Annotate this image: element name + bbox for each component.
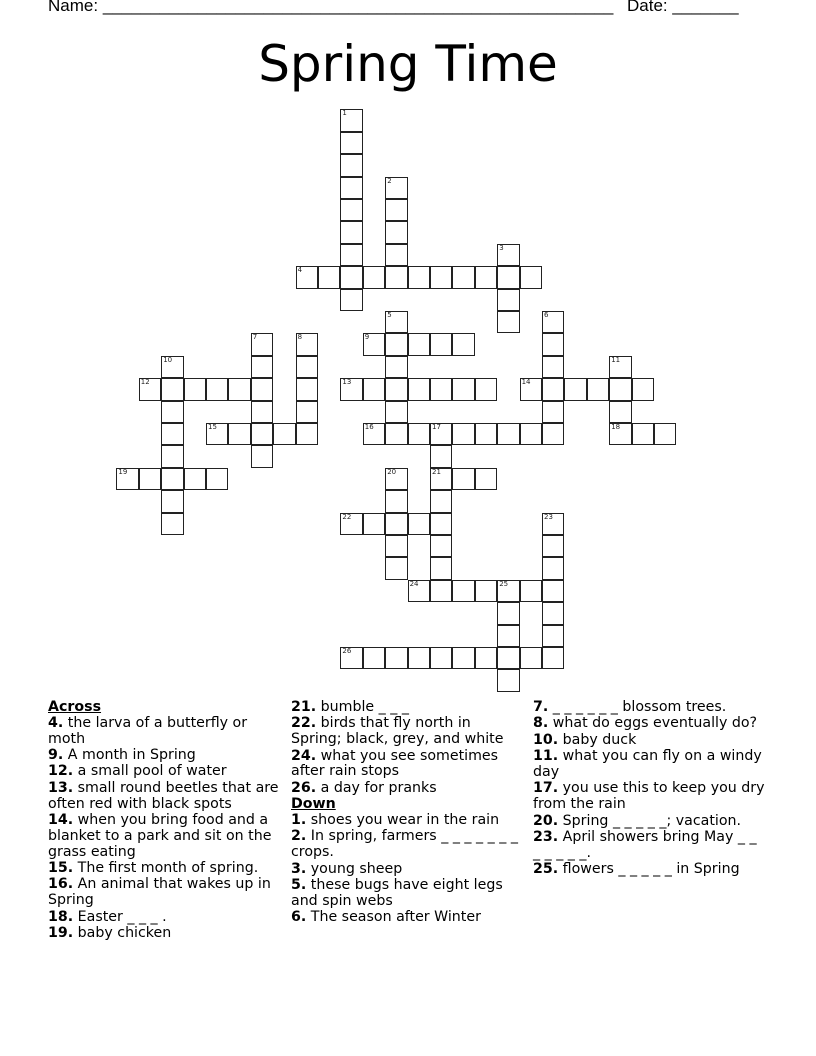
grid-cell[interactable] — [654, 423, 676, 445]
grid-cell[interactable] — [520, 266, 542, 288]
clue-across-22 — [291, 716, 523, 748]
grid-cell[interactable] — [408, 580, 430, 602]
clue-text: Spring _ _ _ _ _; vacation. — [562, 812, 742, 829]
grid-cell[interactable] — [251, 445, 273, 467]
grid-cell[interactable] — [206, 378, 228, 400]
clue-text: A month in Spring — [67, 746, 196, 763]
grid-cell[interactable] — [408, 333, 430, 355]
grid-cell[interactable] — [497, 266, 519, 288]
clue-text: a small pool of water — [77, 763, 227, 780]
grid-cell[interactable] — [139, 468, 161, 490]
grid-cell[interactable] — [430, 647, 452, 669]
cell-number: 18 — [611, 423, 621, 431]
grid-cell[interactable] — [228, 378, 250, 400]
grid-cell[interactable] — [116, 468, 138, 490]
grid-cell[interactable] — [430, 513, 452, 535]
cell-number: 4 — [297, 266, 303, 275]
cell-number: 17 — [432, 423, 441, 431]
grid-cell[interactable] — [408, 647, 430, 669]
clue-down-25 — [533, 862, 765, 878]
clue-across-4 — [48, 716, 284, 748]
clue-across-21 — [291, 700, 523, 716]
clues-column-2 — [291, 700, 523, 927]
clue-down-8 — [533, 716, 765, 732]
grid-cell[interactable] — [497, 423, 519, 445]
clue-across-15 — [48, 861, 284, 877]
cell-number: 14 — [521, 378, 531, 387]
cell-number: 26 — [342, 647, 352, 655]
grid-cell[interactable] — [206, 423, 228, 445]
grid-cell[interactable] — [363, 423, 385, 445]
cell-number: 23 — [544, 512, 553, 521]
clue-number: 17. — [533, 780, 559, 797]
cell-number: 22 — [342, 512, 352, 521]
clue-text: a day for pranks — [320, 779, 437, 796]
grid-cell[interactable] — [542, 602, 564, 624]
grid-cell[interactable] — [363, 266, 385, 288]
clue-text: The first month of spring. — [77, 859, 259, 876]
grid-cell[interactable] — [475, 647, 497, 669]
cell-number: 1 — [342, 109, 347, 118]
grid-cell[interactable] — [296, 378, 318, 400]
clue-text: baby duck — [562, 731, 637, 748]
clue-text: In spring, farmers _ _ _ _ _ _ _ crops. — [291, 828, 518, 861]
clue-down-1 — [291, 813, 523, 829]
grid-cell[interactable] — [385, 647, 407, 669]
grid-cell[interactable] — [340, 289, 362, 311]
date-blank[interactable]: _______ — [672, 0, 739, 15]
grid-cell[interactable] — [632, 423, 654, 445]
name-label: Name: — [48, 0, 99, 15]
clue-number: 6. — [291, 909, 307, 926]
clue-number: 3. — [291, 860, 307, 877]
clue-down-11 — [533, 749, 765, 781]
grid-cell[interactable] — [475, 468, 497, 490]
grid-cell[interactable] — [385, 557, 407, 579]
clue-down-10 — [533, 733, 765, 749]
grid-cell[interactable] — [520, 423, 542, 445]
clues-column-1 — [48, 700, 284, 942]
grid-cell[interactable] — [408, 423, 430, 445]
clue-number: 16. — [48, 876, 74, 893]
grid-cell[interactable] — [542, 333, 564, 355]
clue-text: bumble _ _ _ — [320, 699, 409, 715]
grid-cell[interactable] — [340, 513, 362, 535]
grid-cell[interactable] — [475, 423, 497, 445]
clue-text: baby chicken — [77, 924, 172, 941]
clue-text: _ _ _ _ _ _ blossom trees. — [552, 699, 727, 715]
grid-cell[interactable] — [542, 356, 564, 378]
grid-cell[interactable] — [385, 356, 407, 378]
grid-cell[interactable] — [408, 378, 430, 400]
clue-number: 15. — [48, 859, 74, 876]
cell-number: 2 — [387, 176, 392, 185]
grid-cell[interactable] — [542, 557, 564, 579]
clue-number: 1. — [291, 811, 307, 828]
grid-cell[interactable] — [296, 401, 318, 423]
clue-text: The season after Winter — [310, 909, 481, 926]
clue-down-3 — [291, 862, 523, 878]
grid-cell[interactable] — [161, 490, 183, 512]
clue-text: shoes you wear in the rain — [310, 811, 500, 828]
clue-down-6 — [291, 910, 523, 926]
grid-cell[interactable] — [520, 580, 542, 602]
grid-cell[interactable] — [632, 378, 654, 400]
clue-text: you use this to keep you dry from the rain — [533, 780, 765, 813]
grid-cell[interactable] — [497, 311, 519, 333]
clue-across-16 — [48, 877, 284, 909]
grid-cell[interactable] — [497, 625, 519, 647]
cell-number: 20 — [387, 467, 397, 476]
grid-cell[interactable] — [542, 625, 564, 647]
clue-down-20 — [533, 814, 765, 830]
grid-cell[interactable] — [408, 266, 430, 288]
cell-number: 15 — [208, 423, 217, 431]
grid-cell[interactable] — [542, 647, 564, 669]
grid-cell[interactable] — [340, 132, 362, 154]
grid-cell[interactable] — [385, 401, 407, 423]
clue-text: April showers bring May _ _ _ _ _ _ _. — [533, 828, 757, 861]
grid-cell[interactable] — [385, 468, 407, 490]
clue-number: 5. — [291, 876, 307, 893]
grid-cell[interactable] — [430, 535, 452, 557]
clue-number: 2. — [291, 828, 307, 845]
grid-cell[interactable] — [497, 580, 519, 602]
grid-cell[interactable] — [385, 378, 407, 400]
grid-cell[interactable] — [542, 423, 564, 445]
grid-cell[interactable] — [542, 378, 564, 400]
cell-number: 24 — [409, 579, 419, 588]
grid-cell[interactable] — [475, 266, 497, 288]
grid-cell[interactable] — [296, 266, 318, 288]
clue-text: what do eggs eventually do? — [552, 715, 758, 732]
clue-number: 13. — [48, 779, 74, 796]
date-label: Date: — [627, 0, 668, 15]
grid-cell[interactable] — [184, 468, 206, 490]
grid-cell[interactable] — [251, 356, 273, 378]
clue-text: what you see sometimes after rain stops — [291, 747, 499, 780]
grid-cell[interactable] — [609, 356, 631, 378]
grid-cell[interactable] — [542, 401, 564, 423]
clue-across-18 — [48, 910, 284, 926]
clue-number: 25. — [533, 861, 559, 878]
clue-down-7 — [533, 700, 765, 716]
grid-cell[interactable] — [497, 647, 519, 669]
clues-column-3 — [533, 700, 765, 879]
grid-cell[interactable] — [251, 401, 273, 423]
clue-number: 9. — [48, 746, 64, 763]
cell-number: 8 — [297, 333, 303, 342]
grid-cell[interactable] — [408, 513, 430, 535]
grid-cell[interactable] — [340, 378, 362, 400]
clue-text: these bugs have eight legs and spin webs — [291, 876, 503, 909]
across-heading: Across — [48, 699, 102, 715]
clue-number: 24. — [291, 747, 317, 764]
grid-cell[interactable] — [340, 266, 362, 288]
grid-cell[interactable] — [363, 647, 385, 669]
grid-cell[interactable] — [340, 177, 362, 199]
grid-cell[interactable] — [430, 557, 452, 579]
clue-text: small round beetles that are often red with black spots — [48, 779, 279, 812]
grid-cell[interactable] — [296, 333, 318, 355]
cell-number: 13 — [342, 378, 352, 387]
clue-number: 21. — [291, 699, 317, 715]
grid-cell[interactable] — [542, 580, 564, 602]
grid-cell[interactable] — [385, 490, 407, 512]
grid-cell[interactable] — [385, 244, 407, 266]
cell-number: 16 — [364, 423, 374, 431]
clue-across-14 — [48, 813, 284, 860]
grid-cell[interactable] — [161, 445, 183, 467]
grid-cell[interactable] — [497, 244, 519, 266]
grid-cell[interactable] — [430, 423, 452, 445]
grid-cell[interactable] — [452, 423, 474, 445]
grid-cell[interactable] — [430, 468, 452, 490]
grid-cell[interactable] — [385, 266, 407, 288]
clue-number: 11. — [533, 748, 559, 765]
grid-cell[interactable] — [161, 356, 183, 378]
grid-cell[interactable] — [587, 378, 609, 400]
clue-text: when you bring food and a blanket to a park and sit on the grass eating — [48, 811, 272, 860]
clue-number: 19. — [48, 924, 74, 941]
grid-cell[interactable] — [385, 333, 407, 355]
clue-text: An animal that wakes up in Spring — [48, 876, 271, 909]
clue-across-24 — [291, 749, 523, 781]
clue-across-26 — [291, 781, 523, 797]
grid-cell[interactable] — [385, 311, 407, 333]
clue-number: 20. — [533, 812, 559, 829]
grid-cell[interactable] — [609, 423, 631, 445]
grid-cell[interactable] — [161, 468, 183, 490]
cell-number: 21 — [432, 467, 441, 476]
clue-text: what you can fly on a windy day — [533, 748, 762, 780]
grid-cell[interactable] — [542, 311, 564, 333]
cell-number: 19 — [118, 467, 128, 476]
grid-cell[interactable] — [497, 669, 519, 691]
cell-number: 5 — [387, 311, 392, 319]
cell-number: 9 — [364, 333, 370, 342]
grid-cell[interactable] — [340, 244, 362, 266]
clue-number: 23. — [533, 828, 559, 845]
grid-cell[interactable] — [452, 468, 474, 490]
grid-cell[interactable] — [452, 580, 474, 602]
clue-number: 10. — [533, 731, 559, 748]
cell-number: 25 — [499, 579, 509, 588]
down-heading: Down — [291, 796, 336, 813]
grid-cell[interactable] — [161, 513, 183, 535]
grid-cell[interactable] — [251, 423, 273, 445]
grid-cell[interactable] — [296, 356, 318, 378]
name-blank[interactable]: ______________________________________________________ — [102, 0, 614, 15]
grid-cell[interactable] — [340, 154, 362, 176]
cell-number: 11 — [611, 355, 621, 364]
grid-cell[interactable] — [430, 445, 452, 467]
grid-cell[interactable] — [228, 423, 250, 445]
grid-cell[interactable] — [542, 535, 564, 557]
clue-down-2 — [291, 829, 523, 861]
grid-cell[interactable] — [385, 535, 407, 557]
grid-cell[interactable] — [520, 378, 542, 400]
clue-number: 12. — [48, 763, 74, 780]
cell-number: 7 — [252, 333, 258, 342]
clue-down-5 — [291, 878, 523, 910]
clue-across-19 — [48, 926, 284, 942]
grid-cell[interactable] — [340, 221, 362, 243]
grid-cell[interactable] — [430, 580, 452, 602]
grid-cell[interactable] — [385, 513, 407, 535]
grid-cell[interactable] — [363, 513, 385, 535]
grid-cell[interactable] — [497, 289, 519, 311]
grid-cell[interactable] — [273, 423, 295, 445]
grid-cell[interactable] — [385, 177, 407, 199]
grid-cell[interactable] — [363, 333, 385, 355]
cell-number: 10 — [163, 355, 173, 364]
grid-cell[interactable] — [430, 333, 452, 355]
clue-number: 26. — [291, 779, 317, 796]
grid-cell[interactable] — [340, 199, 362, 221]
grid-cell[interactable] — [161, 401, 183, 423]
grid-cell[interactable] — [430, 378, 452, 400]
grid-cell[interactable] — [251, 333, 273, 355]
grid-cell[interactable] — [340, 647, 362, 669]
grid-cell[interactable] — [564, 378, 586, 400]
clue-text: flowers _ _ _ _ _ in Spring — [562, 861, 740, 878]
grid-cell[interactable] — [542, 513, 564, 535]
clue-text: young sheep — [310, 860, 403, 877]
cell-number: 12 — [140, 378, 150, 387]
grid-cell[interactable] — [430, 266, 452, 288]
clue-text: Easter _ _ _ . — [77, 908, 167, 925]
clue-across-12 — [48, 764, 284, 780]
cell-number: 3 — [499, 243, 504, 252]
cell-number: 6 — [544, 311, 549, 319]
clue-across-9 — [48, 748, 284, 764]
grid-cell[interactable] — [251, 378, 273, 400]
grid-cell[interactable] — [452, 333, 474, 355]
grid-cell[interactable] — [452, 378, 474, 400]
grid-cell[interactable] — [206, 468, 228, 490]
grid-cell[interactable] — [318, 266, 340, 288]
grid-cell[interactable] — [452, 647, 474, 669]
grid-cell[interactable] — [184, 378, 206, 400]
clue-text: birds that fly north in Spring; black, grey, and white — [291, 715, 504, 748]
clue-number: 22. — [291, 715, 317, 732]
grid-cell[interactable] — [363, 378, 385, 400]
grid-cell[interactable] — [385, 199, 407, 221]
grid-cell[interactable] — [385, 423, 407, 445]
grid-cell[interactable] — [475, 378, 497, 400]
grid-cell[interactable] — [452, 266, 474, 288]
page-title: Spring Time — [258, 35, 558, 93]
clue-down-23 — [533, 830, 765, 862]
clue-number: 8. — [533, 715, 549, 732]
grid-cell[interactable] — [609, 401, 631, 423]
grid-cell[interactable] — [161, 378, 183, 400]
clue-number: 18. — [48, 908, 74, 925]
clue-number: 14. — [48, 811, 74, 828]
grid-cell[interactable] — [609, 378, 631, 400]
grid-cell[interactable] — [497, 602, 519, 624]
clue-across-13 — [48, 781, 284, 813]
grid-cell[interactable] — [296, 423, 318, 445]
grid-cell[interactable] — [520, 647, 542, 669]
grid-cell[interactable] — [475, 580, 497, 602]
clue-number: 7. — [533, 699, 549, 715]
clue-down-17 — [533, 781, 765, 813]
clue-text: the larva of a butterfly or moth — [48, 714, 248, 747]
grid-cell[interactable] — [340, 109, 362, 131]
grid-cell[interactable] — [139, 378, 161, 400]
grid-cell[interactable] — [161, 423, 183, 445]
grid-cell[interactable] — [385, 221, 407, 243]
grid-cell[interactable] — [430, 490, 452, 512]
clue-number: 4. — [48, 714, 64, 731]
